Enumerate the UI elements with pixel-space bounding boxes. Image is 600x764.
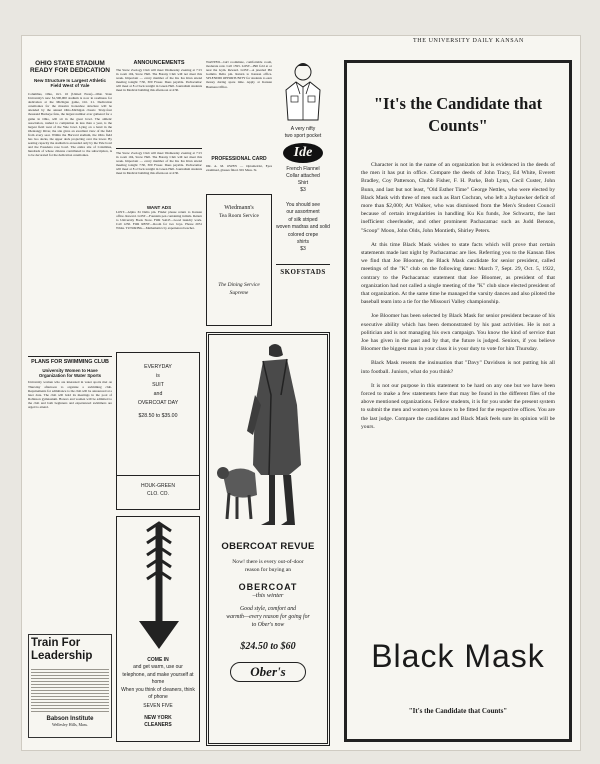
classified-text: WANTED—Girl roommate, comfortable room, moderate rent. Call 1593. LOST—Bill fold at or near the Gym. Reward. LOST—A jeweled Phi Gamma Delta pin. Return to Kansan office. SPLENDID OPPORTUNITY for students to earn money during spare time. Apply at Kansan Business Office. <box>206 60 272 89</box>
newspaper-page <box>22 36 580 750</box>
swim-story: University women who are interested in water sports met on Thursday afternoon to organize a swimming club. Requirements for admittance to the club will be announced at a later date. The club will hold its meetings in the pool of Robinson gymnasium. Honors and women will be admitted to the club and both beginners and experienced swimmers are urged to attend. <box>28 380 112 409</box>
black-mask-title: "It's the Candidate that Counts" <box>373 94 543 135</box>
obercoat-sub: Now! there is every out-of-door <box>232 559 304 565</box>
wiedmann-footer: The Dining Service <box>218 282 260 288</box>
column-ads <box>206 60 330 750</box>
shirt-more: our assortment <box>286 209 320 216</box>
obercoat-price: $24.50 to $60 <box>240 641 296 652</box>
professional-card-text: DR. A. M. OWEN — Optometrist, Eyes examined, glasses fitted. 901 Mass. St. <box>206 164 272 173</box>
houk-green-store <box>116 476 200 510</box>
want-ads-text: LOST—Alpha Xi Delta pin. Finder please return to Kansan office. Reward. LOST—Fountain pen containing initials. Return to University Book Store. FOR SALE—Good laundry work. Call 1230. FOR RENT—Room for two boys. Phone 2031 White. TUTORING—Mathematics by experienced teacher. <box>116 210 202 231</box>
divider <box>28 356 112 357</box>
stadium-subhead: New Structure Is Largest Athletic Field West of Yale <box>33 77 107 89</box>
babson-ad <box>28 634 112 738</box>
cleaners-line: and get warm, use our telephone, and make yourself at home <box>122 664 194 686</box>
cleaners-ad <box>116 516 200 742</box>
shirt-more: of silk striped <box>288 216 318 223</box>
shirt-illustration-icon <box>276 60 330 126</box>
shirt-more: $3 <box>300 246 306 253</box>
black-mask-name: Black Mask <box>371 638 545 674</box>
black-mask-body <box>361 161 555 431</box>
babson-body-text <box>31 667 109 713</box>
skofstad-logo: SKOFSTADS <box>276 264 330 276</box>
ad-paragraph: It is not our purpose in this statement to be hard on any one but we have been forced to make a few statements here that may be found in the different files of the above mentioned organizations. Fellow students, it is for you under the present system to submit the men and women you know to be fitted for the respective offices. You are the last judge. Compare the candidates and Black Mask feels sure its opinion will be yours. <box>361 382 555 430</box>
skofstad-ad <box>276 60 330 326</box>
obercoat-word: OBERCOAT <box>238 582 298 592</box>
store-name: HOUK-GREEN <box>141 483 175 489</box>
wiedmann-ad <box>206 194 272 326</box>
shirt-more: colored crepe <box>287 231 319 238</box>
obers-logo: Ober's <box>230 662 306 682</box>
cleaners-name: NEW YORK <box>144 714 172 721</box>
obercoat-when: –this winter <box>252 592 284 599</box>
announcements-more: The Snow Zoology Club will meet Wednesday evening at 7:15 in room 104, Snow Hall. The Botany Club will not meet this week. Important — every member of the Ku Ku Klan attend meeting tonight 7:30, 300 Fraser. Dues payable. Pachacamac will meet at 8 o'clock tonight in Green Hall. Journalism students meet in Medical building this afternoon at 4:30. <box>116 151 202 176</box>
obercoat-headline: OBERCOAT REVUE <box>221 541 315 552</box>
obercoat-line: to Ober's now <box>251 622 285 628</box>
babson-name: Babson Institute <box>46 716 94 722</box>
babson-headline: Train For Leadership <box>31 637 93 662</box>
shirt-price: $3 <box>300 187 306 193</box>
professional-card-headline: PROFESSIONAL CARD <box>211 156 267 162</box>
column-announcements <box>116 60 202 750</box>
stadium-headline: OHIO STATE STADIUM READY FOR DEDICATION <box>30 60 110 75</box>
man-with-dog-illustration-icon <box>209 335 327 535</box>
obercoat-line: Good style, comfort and <box>239 606 297 612</box>
shirt-more: woven madras and solid <box>276 224 330 231</box>
masthead: THE UNIVERSITY DAILY KANSAN <box>413 38 524 44</box>
ide-logo: Ide <box>283 143 323 163</box>
ad-paragraph: Character is not in the name of an organization but is evidenced in the deeds of the men it has put in office. Compare the deeds of John Tracy, Ed White, Everett Bradley, Coy Patterson, Chubb Fisher, F. H. Parke, Bob Lynn, Cecil Custer, John Bunn, and last but not least, "Old Esther Time" George Nettles, who were elected by Black Mask with three of men such as Bart Cochran, who left a Jayhawker deficit of more than $2,000; Art Walker, who was dismissed from the Men's Student Council because of certain irregularities in handling Ku Ku funds, Joe Schwartz, the last inefficient cheerleader, and other prominent Pachacamac such as Judd Benson, "Scoop" Moon, John Olds, John Montieth, Shirley Peters. <box>361 162 555 234</box>
obercoat-line: warmth—every reason for going for <box>226 614 310 620</box>
cleaners-line: When you think of cleaners, think of phone <box>121 686 195 701</box>
shirt-desc: Collar attached <box>286 173 320 179</box>
suit-price: $28.50 to $35.00 <box>138 413 178 419</box>
shirt-line: A very nifty <box>290 126 316 132</box>
cleaners-name: CLEANERS <box>144 722 172 729</box>
obercoat-sub: reason for buying an <box>244 567 292 573</box>
shirt-desc: French Flannel <box>286 166 320 172</box>
suit-line: OVERCOAT DAY <box>137 400 179 406</box>
column-news <box>28 60 112 750</box>
ad-paragraph: Joe Bloomer has been selected by Black Mask for senior president because of his executive ability which has been demonstrated by his past activities. He is not a politician and is not managing his own campaign. You know the kind of service that Joe has given in the past and by that, the future is judged. Seniors, if you believe Bloomer the biggest man in your class it is your duty to vote for him Thursday. <box>361 313 555 353</box>
wiedmann-tagline: Tea Room Service <box>219 213 259 219</box>
shirt-desc: Shirt <box>297 180 309 186</box>
cleaners-line: COME IN <box>147 657 169 663</box>
announcements-headline: ANNOUNCEMENTS <box>133 60 185 66</box>
want-ads-headline: WANT ADS <box>146 205 172 210</box>
suit-line: SUIT <box>152 382 164 388</box>
obers-ad <box>206 332 330 746</box>
divider <box>116 148 202 149</box>
suit-line: is <box>156 373 160 379</box>
wiedmann-footer: Supreme <box>229 290 249 296</box>
babson-address: Wellesley Hills, Mass. <box>52 722 88 727</box>
swim-subhead: University Women to Have Organization for Water Sports <box>38 367 102 378</box>
cleaners-phone: SEVEN FIVE <box>143 703 173 710</box>
wiedmann-name: Wiedmann's <box>224 205 254 211</box>
announcements-text: The Snow Zoology Club will meet Wednesday evening at 7:15 in room 104, Snow Hall. The Botany Club will not meet this week. Important — every member of the Ku Ku Klan attend meeting tonight 7:30, 300 Fraser. Dues payable. Pachacamac will meet at 8 o'clock tonight in Green Hall. Journalism students meet in Medical building this afternoon at 4:30. <box>116 68 202 93</box>
shirt-line: two sport pocket <box>284 133 322 139</box>
suit-line: EVERYDAY <box>144 364 172 370</box>
suit-line: and <box>153 391 163 397</box>
shirt-more: You should see <box>285 202 320 208</box>
ad-paragraph: At this time Black Mask wishes to state facts which will prove that certain statements made last night by Pachacamac are lies. Referring you to the Kansan files we find that Joe Bloomer, the Black Mask candidate for senior president, called meetings of the "K" club on the following dates: March 7, Sept. 29, Oct. 5, 1922, contrary to the Pachacamac statement that Joe Bloomer, as president of that organization had not called a single meeting of the "K" club since elected president of that organization. At the same time he managed the varsity dances and also piloted the baseball team into a tie for the Missouri Valley championship. <box>361 241 555 306</box>
stadium-story: Columbus, Ohio, Oct. 16 (United Press)—Ohio State University's new $1,500,000 stadium is now in readiness for dedication at the Michigan game, Oct. 21. Dedication ceremonies for the massive horseshoe structure will be attended by the annual Ohio-Michigan classic. Sixty-four thousand Buckeye fans, the largest number ever gathered for a game in Ohio, will sit in the great bowl. The athletic association, rushed to completion in less than a year, is the largest field west of the Yale bowl. Lying on a bend in the Olentangy River, the site gives an excellent view of the field from every seat. Within the Harvard stadium, the Ohio field has two decks, the upper deck projecting over the lower. By seating capacity the stadium is exceeded only by the Yale bowl and the Pasadena rose bowl. The entire site of Columbus, hundreds of whose citizens contributed to the subscription, is to be decorated for the dedication ceremonies. <box>28 92 112 158</box>
houk-green-ad <box>116 352 200 476</box>
ad-paragraph: Black Mask resents the insinuation that "Davy" Davidson is not putting his all into football. Juniors, what do you think? <box>361 360 555 375</box>
arrow-down-icon <box>117 517 200 657</box>
shirt-more: shirts <box>297 239 309 246</box>
black-mask-ad <box>344 60 572 742</box>
swim-headline: PLANS FOR SWIMMING CLUB <box>31 359 109 365</box>
store-name: CLO. CO. <box>147 491 169 497</box>
black-mask-footer: "It's the Candidate that Counts" <box>408 707 508 715</box>
